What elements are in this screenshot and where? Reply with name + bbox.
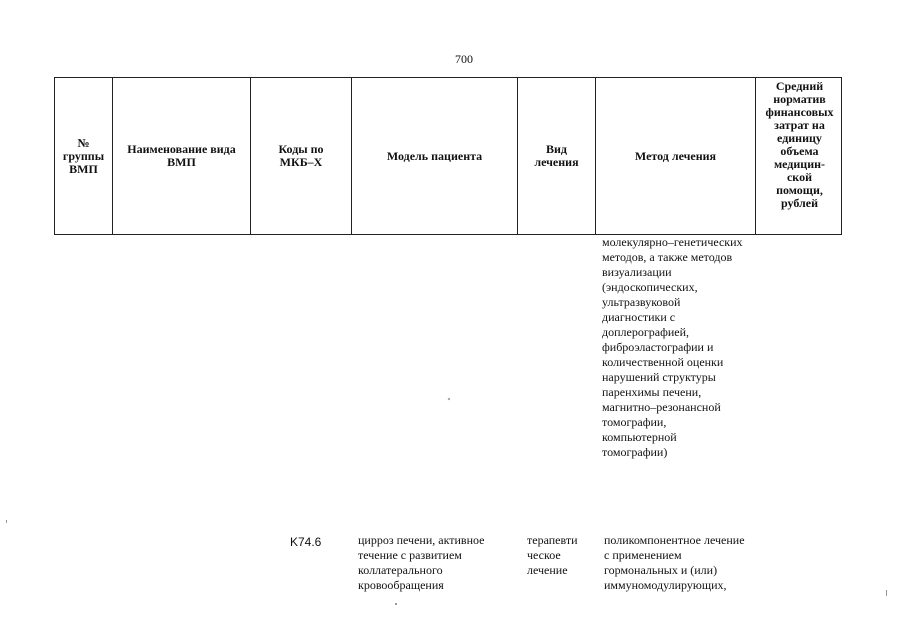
treatment-method-cell: поликомпонентное лечение с применением гормональных и (или) иммуномодулирующих, <box>604 533 745 592</box>
scan-speck <box>448 398 451 401</box>
scan-speck <box>886 590 887 596</box>
header-average-cost <box>756 78 843 234</box>
header-treatment-method-text: Метод лечения <box>634 148 717 163</box>
icd-code-cell: K74.6 <box>290 535 322 549</box>
header-patient-model-text: Модель пациента <box>386 148 483 163</box>
header-group-number <box>55 78 113 234</box>
table-header <box>54 77 842 235</box>
header-average-cost-text: Средний норматив финансовых затрат на единицу объема медицин- ской помощи, рублей <box>765 79 834 210</box>
scan-speck <box>6 520 7 523</box>
page-number: 700 <box>455 52 473 66</box>
header-treatment-type <box>518 78 596 234</box>
header-icd-codes-text: Коды по МКБ–X <box>278 142 324 169</box>
header-treatment-type-text: Вид лечения <box>534 142 579 169</box>
header-patient-model <box>352 78 518 234</box>
header-icd-codes <box>251 78 352 234</box>
scan-speck <box>395 603 397 605</box>
header-group-number-text: № группы ВМП <box>62 135 105 176</box>
treatment-type-cell: терапевти ческое лечение <box>527 533 578 577</box>
header-vmp-name-text: Наименование вида ВМП <box>127 142 236 169</box>
patient-model-cell: цирроз печени, активное течение с развитием коллатерального кровообращения <box>358 533 485 592</box>
header-vmp-name <box>113 78 251 234</box>
method-continuation-cell: молекулярно–генетических методов, а также методов визуализации (эндоскопических, ультразвуковой диагностики с доплерографией, фиброэластографии и количественной оценки нарушений структуры паренхимы печени, магнитно–резонансной томографии, компьютерной томографии) <box>602 235 743 459</box>
header-treatment-method <box>596 78 756 234</box>
